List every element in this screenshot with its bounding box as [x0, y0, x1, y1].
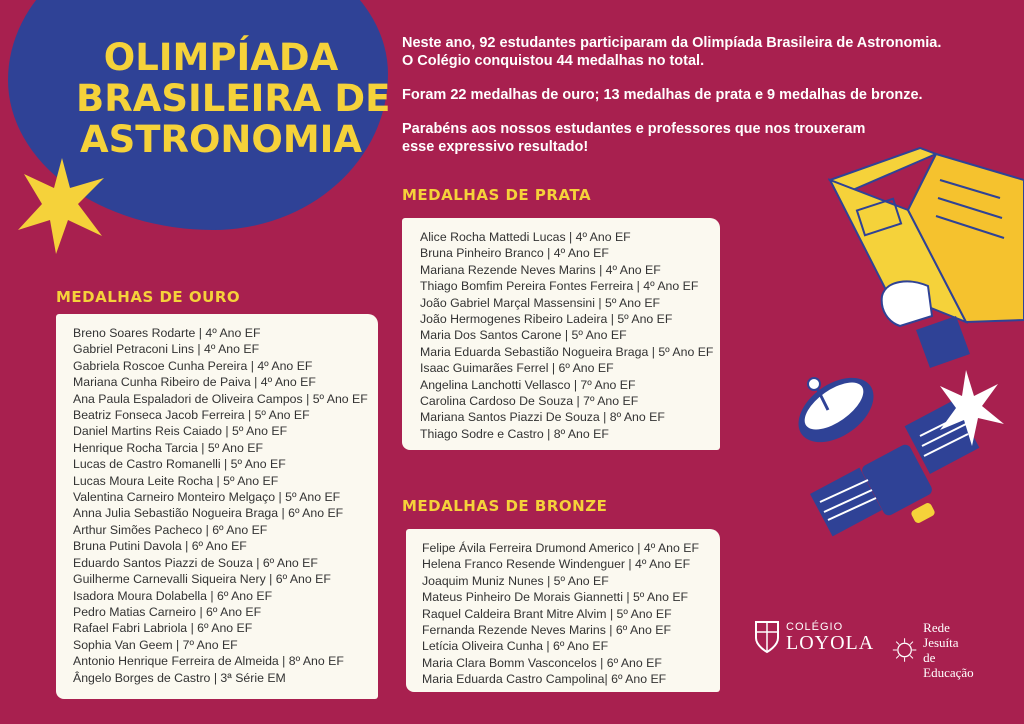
medalist-prata-5: João Hermogenes Ribeiro Ladeira | 5º Ano EF [420, 312, 673, 327]
medalist-prata-0: Alice Rocha Mattedi Lucas | 4º Ano EF [420, 230, 631, 244]
prata-heading: MEDALHAS DE PRATA [402, 186, 592, 204]
medalist-prata-10: Carolina Cardoso De Souza | 7º Ano EF [420, 394, 639, 409]
medalist-ouro-21: Ângelo Borges de Castro | 3ª Série EM [73, 670, 286, 685]
starburst-icon [18, 158, 106, 254]
astronomy-illustration [790, 140, 1024, 550]
rede-line-1: Rede Jesuíta [923, 620, 959, 650]
intro-line: Parabéns aos nossos estudantes e professores que nos trouxeram [402, 121, 866, 137]
medalist-prata-12: Thiago Sodre e Castro | 8º Ano EF [420, 426, 609, 441]
page-title [76, 36, 391, 161]
medalist-ouro-13: Bruna Putini Davola | 6º Ano EF [73, 539, 247, 554]
medalist-ouro-11: Anna Julia Sebastião Nogueira Braga | 6º Ano EF [73, 506, 344, 521]
ouro-list [56, 314, 378, 686]
medalist-ouro-16: Isadora Moura Dolabella | 6º Ano EF [73, 588, 273, 603]
medalist-bronze-7: Maria Clara Bomm Vasconcelos | 6º Ano EF [422, 655, 662, 670]
ouro-card [56, 314, 378, 699]
loyola-text: LOYOLA [786, 631, 875, 654]
prata-list [402, 218, 720, 442]
medalist-prata-11: Mariana Santos Piazzi De Souza | 8º Ano EF [420, 410, 665, 425]
medalist-prata-2: Mariana Rezende Neves Marins | 4º Ano EF [420, 262, 661, 277]
medalist-bronze-5: Fernanda Rezende Neves Marins | 6º Ano EF [422, 623, 671, 638]
medalist-ouro-20: Antonio Henrique Ferreira de Almeida | 8º Ano EF [73, 654, 344, 669]
medalist-ouro-8: Lucas de Castro Romanelli | 5º Ano EF [73, 457, 286, 472]
medalist-ouro-19: Sophia Van Geem | 7º Ano EF [73, 637, 238, 652]
intro-line: O Colégio conquistou 44 medalhas no total. [402, 53, 705, 69]
medalist-ouro-6: Daniel Martins Reis Caiado | 5º Ano EF [73, 424, 288, 439]
medalist-prata-1: Bruna Pinheiro Branco | 4º Ano EF [420, 246, 609, 261]
medalist-ouro-17: Pedro Matias Carneiro | 6º Ano EF [73, 604, 262, 619]
intro-line: esse expressivo resultado! [402, 139, 589, 155]
medalist-bronze-0: Felipe Ávila Ferreira Drumond Americo | 4º Ano EF [422, 541, 699, 555]
bronze-heading: MEDALHAS DE BRONZE [402, 497, 608, 515]
rede-line-2: de Educação [923, 650, 974, 680]
medalist-prata-4: João Gabriel Marçal Massensini | 5º Ano EF [420, 295, 661, 310]
medalist-bronze-1: Helena Franco Resende Windenguer | 4º Ano EF [422, 557, 691, 572]
rede-jesuita-logo [892, 620, 979, 680]
medalist-ouro-1: Gabriel Petraconi Lins | 4º Ano EF [73, 342, 260, 357]
satellite-icon [790, 365, 979, 537]
sun-seal-icon [892, 635, 917, 665]
medalist-ouro-5: Beatriz Fonseca Jacob Ferreira | 5º Ano EF [73, 408, 310, 423]
medalist-prata-9: Angelina Lanchotti Vellasco | 7º Ano EF [420, 377, 636, 392]
medalist-ouro-10: Valentina Carneiro Monteiro Melgaço | 5º Ano EF [73, 490, 341, 505]
medalist-ouro-2: Gabriela Roscoe Cunha Pereira | 4º Ano EF [73, 358, 313, 373]
colegio-loyola-logo [754, 620, 874, 654]
ouro-heading: MEDALHAS DE OURO [56, 288, 241, 306]
medalist-ouro-4: Ana Paula Espaladori de Oliveira Campos | 5º Ano EF [73, 391, 368, 406]
intro-paragraph-1 [402, 34, 942, 70]
medalist-ouro-12: Arthur Simões Pacheco | 6º Ano EF [73, 522, 268, 537]
loyola-crest-icon [754, 620, 780, 654]
title-line-3: ASTRONOMIA [79, 118, 363, 161]
medalist-ouro-9: Lucas Moura Leite Rocha | 5º Ano EF [73, 473, 279, 488]
medalist-ouro-3: Mariana Cunha Ribeiro de Paiva | 4º Ano EF [73, 375, 316, 390]
title-line-2: BRASILEIRA DE [76, 77, 391, 120]
medalist-prata-6: Maria Dos Santos Carone | 5º Ano EF [420, 328, 627, 343]
medalist-ouro-14: Eduardo Santos Piazzi de Souza | 6º Ano EF [73, 555, 318, 570]
medalist-ouro-18: Rafael Fabri Labriola | 6º Ano EF [73, 621, 253, 636]
medalist-prata-3: Thiago Bomfim Pereira Fontes Ferreira | 4º Ano EF [420, 279, 699, 294]
medalist-ouro-0: Breno Soares Rodarte | 4º Ano EF [73, 326, 261, 340]
medalist-ouro-7: Henrique Rocha Tarcia | 5º Ano EF [73, 440, 263, 455]
medalist-bronze-3: Mateus Pinheiro De Morais Giannetti | 5º Ano EF [422, 590, 689, 605]
medalist-ouro-15: Guilherme Carnevalli Siqueira Nery | 6º Ano EF [73, 572, 331, 587]
bronze-card [406, 529, 720, 692]
title-line-1: OLIMPÍADA [103, 36, 339, 79]
medalist-bronze-8: Maria Eduarda Castro Campolina| 6º Ano EF [422, 672, 667, 687]
intro-paragraph-2: Foram 22 medalhas de ouro; 13 medalhas de prata e 9 medalhas de bronze. [402, 87, 923, 103]
prata-card [402, 218, 720, 450]
medalist-bronze-4: Raquel Caldeira Brant Mitre Alvim | 5º Ano EF [422, 606, 672, 621]
bronze-list [406, 529, 720, 688]
medalist-prata-7: Maria Eduarda Sebastião Nogueira Braga | 5º Ano EF [420, 344, 714, 359]
intro-line: Neste ano, 92 estudantes participaram da Olimpíada Brasileira de Astronomia. [402, 35, 942, 51]
medalist-bronze-2: Joaquim Muniz Nunes | 5º Ano EF [422, 573, 609, 588]
colegio-text: COLÉGIO [786, 620, 844, 633]
medalist-prata-8: Isaac Guimarães Ferrel | 6º Ano EF [420, 361, 614, 376]
medalist-bronze-6: Letícia Oliveira Cunha | 6º Ano EF [422, 639, 609, 654]
